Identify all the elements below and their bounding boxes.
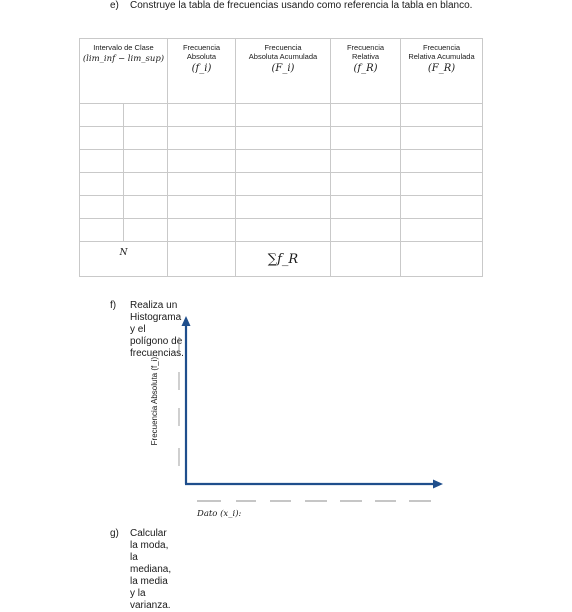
exercise-e-marker: e) [110, 0, 119, 11]
x-axis-label [197, 508, 241, 519]
total-n-cell: N [80, 242, 168, 277]
exercise-e-instruction: Construye la tabla de frecuencias usando como referencia la tabla en blanco. [130, 0, 473, 11]
x-axis-label-text: Dato (x_i): [197, 509, 242, 519]
header-label: Relativa Acumulada [408, 52, 475, 61]
y-axis-label: Frecuencia Absoluta (f_i): [150, 354, 159, 446]
exercise-f-marker: f) [110, 300, 117, 311]
header-label: Frecuencia [264, 43, 302, 52]
header-label: Absoluta [186, 52, 217, 61]
header-label: Absoluta Acumulada [248, 52, 318, 61]
sum-relative-frequency-cell: ∑f_R [236, 242, 331, 277]
header-label: Frecuencia [346, 43, 385, 52]
y-axis-arrowhead [182, 316, 191, 326]
header-label: Frecuencia [182, 43, 221, 52]
exercise-g-instruction: Calcular la moda, la mediana, la media y la varianza. [130, 528, 172, 611]
header-formula: (F_R) [427, 63, 456, 74]
exercise-g-marker: g) [110, 528, 119, 539]
header-label: Frecuencia [422, 43, 461, 52]
header-interval-label: Intervalo de Clase [93, 43, 154, 52]
header-formula: (f_i) [191, 63, 212, 74]
header-interval-formula: (lim_inf − lim_sup) [82, 54, 165, 64]
header-formula: (F_i) [271, 63, 295, 74]
header-label: Relativa [351, 52, 380, 61]
header-formula: (f_R) [353, 63, 378, 74]
exercise-f-instruction: Realiza un Histograma y el polígono de frecuencias. [130, 300, 184, 359]
x-axis-arrowhead [433, 480, 443, 489]
